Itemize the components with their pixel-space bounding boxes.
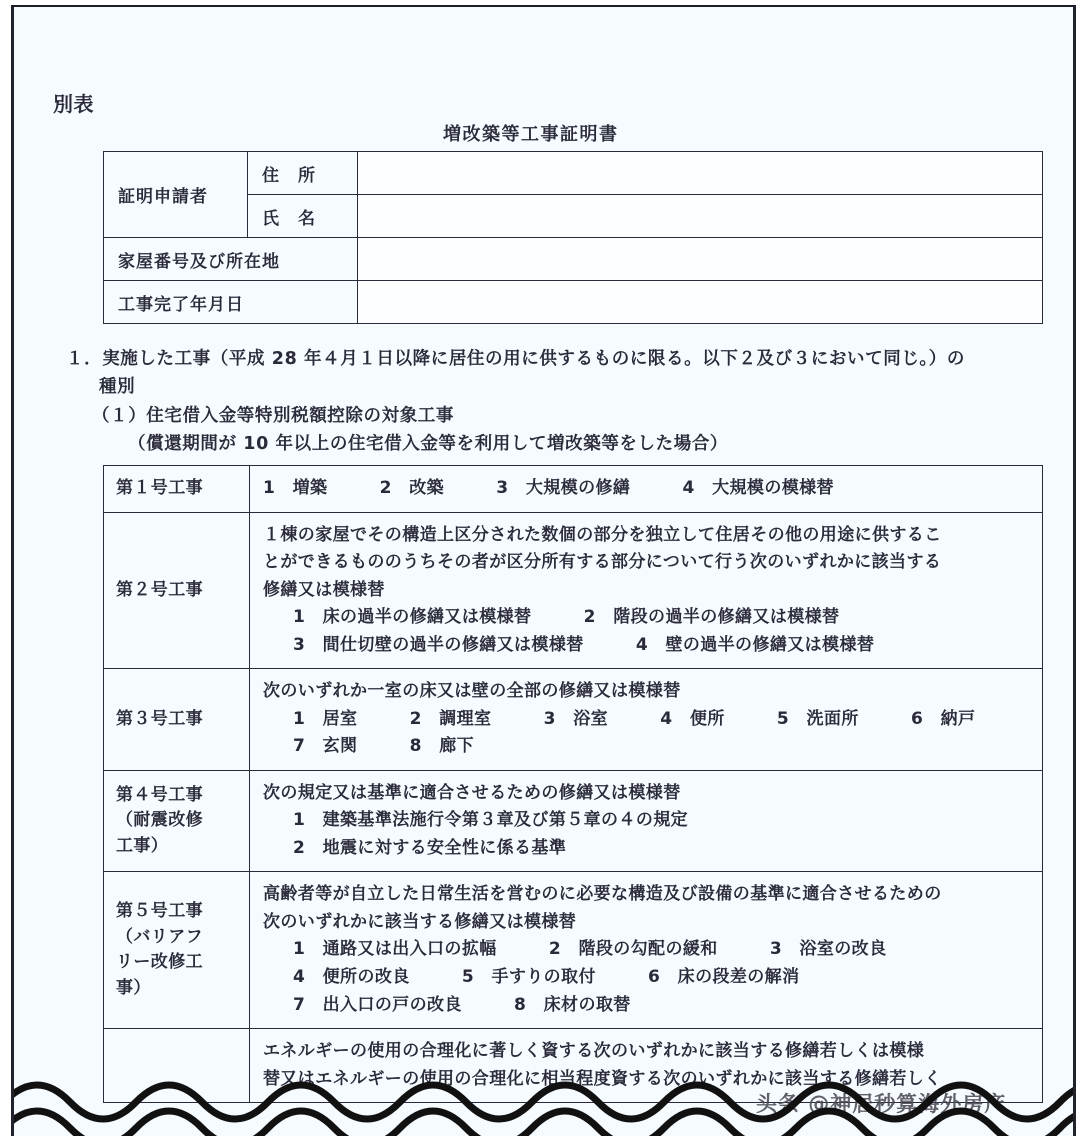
label-line: 工事） xyxy=(116,835,169,856)
table-row xyxy=(104,512,1043,669)
label-line: リー改修工 xyxy=(116,952,203,973)
name-value-field[interactable] xyxy=(358,195,1043,238)
description-line: 1 通路又は出入口の拡幅 2 階段の勾配の緩和 3 浴室の改良 xyxy=(293,939,887,960)
construction-type-label xyxy=(104,872,250,1029)
description-line: 修繕又は模様替 xyxy=(263,579,385,600)
completion-date-label: 工事完了年月日 xyxy=(104,281,358,324)
address-label: 住 所 xyxy=(248,152,358,195)
table-row xyxy=(104,872,1043,1029)
label-line: 第２号工事 xyxy=(116,579,203,600)
construction-type-label xyxy=(104,512,250,669)
applicant-label: 証明申請者 xyxy=(104,152,248,238)
description-line: 1 床の過半の修繕又は模様替 2 階段の過半の修繕又は模様替 xyxy=(293,607,840,628)
applicant-header-table xyxy=(103,151,1043,324)
bessho-label: 別表 xyxy=(53,92,94,116)
description-line: 3 間仕切壁の過半の修繕又は模様替 4 壁の過半の修繕又は模様替 xyxy=(293,634,875,655)
description-line: １棟の家屋でその構造上区分された数個の部分を独立して住居その他の用途に供するこ xyxy=(263,524,942,545)
table-row xyxy=(104,669,1043,771)
watermark-text: 头条 @神居秒算海外房产 xyxy=(756,1092,1007,1116)
label-line: （耐震改修 xyxy=(116,810,203,831)
construction-type-description xyxy=(250,872,1043,1029)
description-line: 次のいずれか一室の床又は壁の全部の修繕又は模様替 xyxy=(263,681,681,702)
label-line: 事） xyxy=(116,977,151,998)
table-row xyxy=(104,281,1043,324)
construction-type-label xyxy=(104,770,250,872)
label-line: （バリアフ xyxy=(116,926,203,947)
label-line: 第５号工事 xyxy=(116,901,203,922)
description-line: 1 建築基準法施行令第３章及び第５章の４の規定 xyxy=(293,810,689,831)
house-number-value-field[interactable] xyxy=(358,238,1043,281)
description-line: 4 便所の改良 5 手すりの取付 6 床の段差の解消 xyxy=(293,966,800,987)
construction-type-description xyxy=(250,512,1043,669)
table-row xyxy=(104,770,1043,872)
label-line: 第１号工事 xyxy=(116,478,203,499)
construction-type-description xyxy=(250,669,1043,771)
description-line: 次の規定又は基準に適合させるための修繕又は模様替 xyxy=(263,782,681,803)
description-line: エネルギーの使用の合理化に著しく資する次のいずれかに該当する修繕若しくは模様 xyxy=(263,1041,925,1062)
table-row xyxy=(104,238,1043,281)
description-line: 2 地震に対する安全性に係る基準 xyxy=(293,837,567,858)
section-1-line-2: 種別 xyxy=(99,377,136,398)
section-1-line-4: （償還期間が 10 年以上の住宅借入金等を利用して増改築等をした場合） xyxy=(128,434,729,455)
document-title: 増改築等工事証明書 xyxy=(443,124,619,145)
construction-type-label xyxy=(104,466,250,513)
construction-type-description xyxy=(250,770,1043,872)
description-line: 7 玄関 8 廊下 xyxy=(293,736,475,757)
house-number-label: 家屋番号及び所在地 xyxy=(104,238,358,281)
construction-types-table xyxy=(103,465,1043,1103)
section-1-line-1: １．実施した工事（平成 28 年４月１日以降に居住の用に供するものに限る。以下２及び３において同じ。）の xyxy=(66,349,965,369)
label-line: 第３号工事 xyxy=(116,708,203,729)
paper-sheet xyxy=(11,5,1076,1136)
table-row xyxy=(104,466,1043,513)
construction-type-label xyxy=(104,669,250,771)
description-line: とができるもののうちその者が区分所有する部分について行う次のいずれかに該当する xyxy=(263,552,942,573)
section-1-heading xyxy=(66,345,1056,458)
completion-date-value-field[interactable] xyxy=(358,281,1043,324)
description-line: 高齢者等が自立した日常生活を営むのに必要な構造及び設備の基準に適合させるための xyxy=(263,884,942,905)
construction-type-label xyxy=(104,1029,250,1103)
name-label: 氏 名 xyxy=(248,195,358,238)
table-row xyxy=(104,152,1043,195)
description-line: 1 居室 2 調理室 3 浴室 4 便所 5 洗面所 6 納戸 xyxy=(293,708,976,729)
address-value-field[interactable] xyxy=(358,152,1043,195)
description-line: 替又はエネルギーの使用の合理化に相当程度資する次のいずれかに該当する修繕若しく xyxy=(263,1068,942,1089)
description-line: 次のいずれかに該当する修繕又は模様替 xyxy=(263,911,577,932)
construction-type-description xyxy=(250,466,1043,513)
section-1-line-3: （１）住宅借入金等特別税額控除の対象工事 xyxy=(92,405,454,426)
description-line: 1 増築 2 改築 3 大規模の修繕 4 大規模の模様替 xyxy=(263,478,834,498)
description-line: 7 出入口の戸の改良 8 床材の取替 xyxy=(293,994,631,1015)
label-line: 第４号工事 xyxy=(116,784,203,805)
